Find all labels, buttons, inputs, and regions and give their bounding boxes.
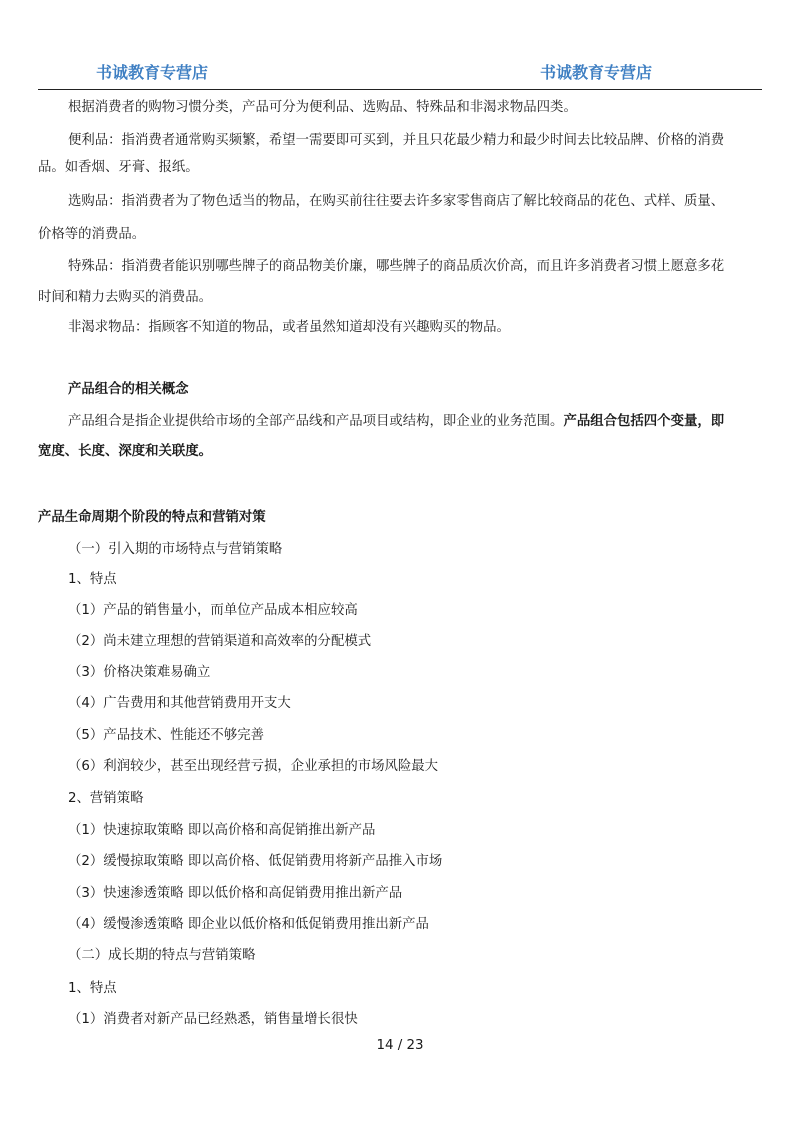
subsection-introduction-stage: （一）引入期的市场特点与营销策略	[68, 542, 283, 557]
header-brand-right: 书诚教育专营店	[540, 63, 653, 82]
paragraph-shopping-goods: 选购品：指消费者为了物色适当的物品，在购买前往往要去许多家零售商店了解比较商品的花色、式样、质量、	[68, 194, 725, 209]
list-item: （3）价格决策难易确立	[68, 665, 211, 680]
page-number: 14 / 23	[376, 1038, 424, 1053]
product-mix-definition: 产品组合是指企业提供给市场的全部产品线和产品项目或结构，即企业的业务范围。	[68, 414, 564, 429]
list-item: （4）缓慢渗透策略 即企业以低价格和低促销费用推出新产品	[68, 917, 429, 932]
list-item: （5）产品技术、性能还不够完善	[68, 728, 264, 743]
list-item: （2）尚未建立理想的营销渠道和高效率的分配模式	[68, 634, 372, 649]
paragraph-product-mix-cont: 宽度、长度、深度和关联度。	[38, 444, 213, 459]
paragraph-specialty-goods: 特殊品：指消费者能识别哪些牌子的商品物美价廉，哪些牌子的商品质次价高，而且许多消费者习惯上愿意多花	[68, 259, 725, 274]
paragraph-specialty-goods-cont: 时间和精力去购买的消费品。	[38, 290, 213, 305]
paragraph-product-mix	[68, 412, 724, 432]
paragraph-classification: 根据消费者的购物习惯分类，产品可分为便利品、选购品、特殊品和非渴求物品四类。	[68, 100, 577, 115]
paragraph-unsought-goods: 非渴求物品：指顾客不知道的物品，或者虽然知道却没有兴趣购买的物品。	[68, 320, 510, 335]
paragraph-shopping-goods-cont: 价格等的消费品。	[38, 227, 146, 242]
list-item: （4）广告费用和其他营销费用开支大	[68, 696, 291, 711]
list-item: （1）产品的销售量小，而单位产品成本相应较高	[68, 603, 358, 618]
page-header	[0, 0, 800, 92]
product-mix-variables: 产品组合包括四个变量，即	[563, 414, 725, 429]
section-heading-lifecycle: 产品生命周期个阶段的特点和营销对策	[38, 510, 266, 525]
list-item: （2）缓慢掠取策略 即以高价格、低促销费用将新产品推入市场	[68, 854, 443, 869]
list-item: （1）消费者对新产品已经熟悉，销售量增长很快	[68, 1012, 358, 1027]
paragraph-convenience-goods: 便利品：指消费者通常购买频繁，希望一需要即可买到，并且只花最少精力和最少时间去比较品牌、价格的消费	[68, 133, 725, 148]
paragraph-convenience-goods-cont: 品。如香烟、牙膏、报纸。	[38, 160, 199, 175]
list-heading-features-growth: 1、特点	[68, 981, 117, 996]
section-heading-product-mix: 产品组合的相关概念	[68, 382, 189, 397]
list-item: （1）快速掠取策略 即以高价格和高促销推出新产品	[68, 823, 376, 838]
list-heading-strategies: 2、营销策略	[68, 791, 144, 806]
list-item: （3）快速渗透策略 即以低价格和高促销费用推出新产品	[68, 886, 403, 901]
list-item: （6）利润较少，甚至出现经营亏损，企业承担的市场风险最大	[68, 759, 439, 774]
subsection-growth-stage: （二）成长期的特点与营销策略	[68, 948, 256, 963]
list-heading-features: 1、特点	[68, 572, 117, 587]
header-brand-left: 书诚教育专营店	[96, 63, 209, 82]
header-divider	[38, 89, 762, 90]
